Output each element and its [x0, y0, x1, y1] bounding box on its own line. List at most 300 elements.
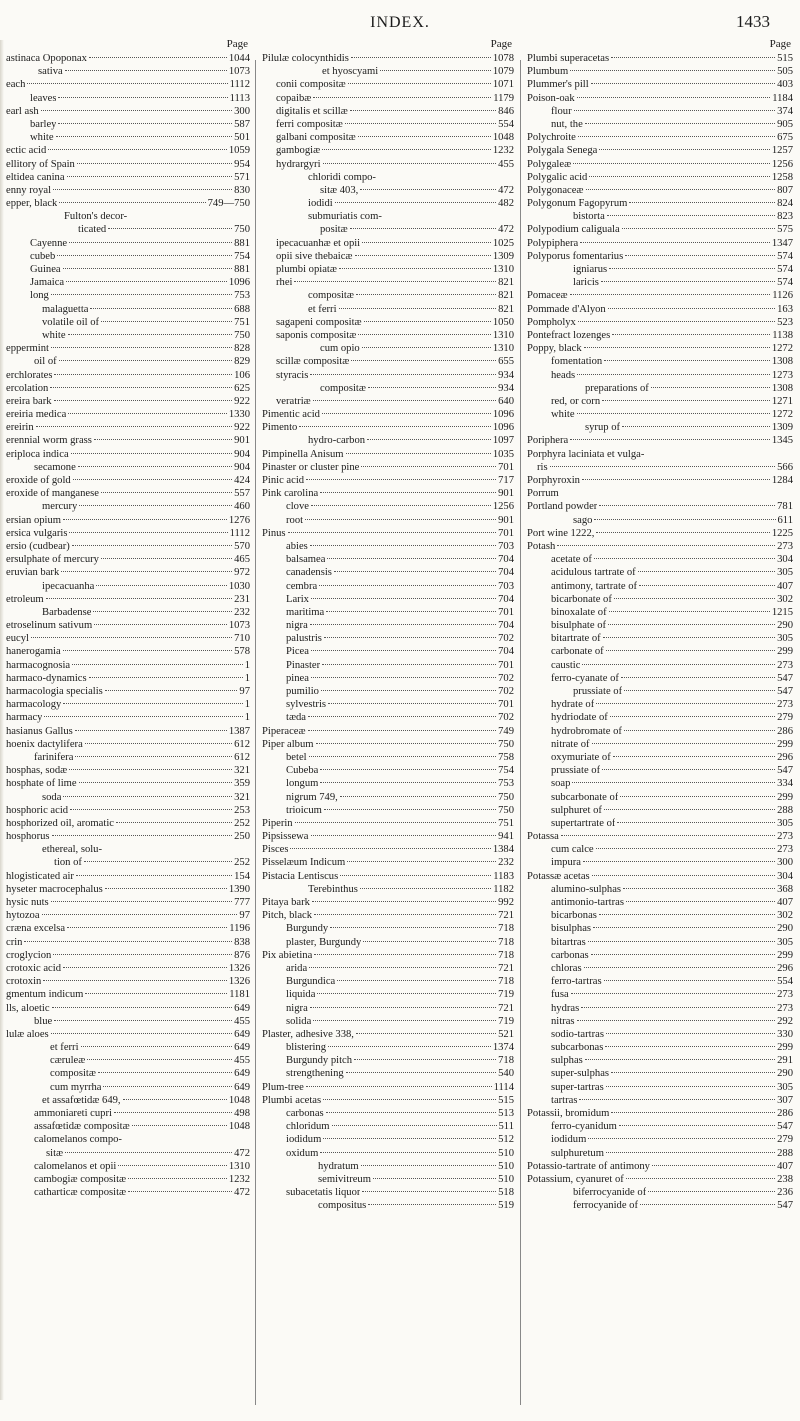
page-reference: 238 [777, 1173, 793, 1185]
index-entry [527, 843, 793, 856]
index-term: Pistacia Lentiscus [262, 870, 339, 882]
dot-leader [24, 941, 232, 942]
page-reference: 307 [777, 1094, 793, 1106]
index-column-2 [262, 38, 514, 1213]
index-term: sitæ 403, [320, 184, 359, 196]
page-reference: 1326 [228, 962, 250, 974]
index-entry [527, 527, 793, 540]
index-term: hosphorus [6, 831, 50, 843]
dot-leader [81, 1046, 233, 1047]
index-entry [262, 289, 514, 302]
page-reference: 758 [498, 751, 514, 763]
page-reference: 701 [498, 527, 514, 539]
index-entry [6, 791, 250, 804]
index-term: balsamea [286, 554, 326, 566]
dot-leader [63, 268, 233, 269]
index-term: Larix [286, 593, 309, 605]
page-reference: 231 [234, 593, 250, 605]
dot-leader [89, 57, 227, 58]
page-reference: 1073 [228, 620, 250, 632]
dot-leader [339, 268, 491, 269]
dot-leader [348, 83, 491, 84]
index-entry [527, 210, 793, 223]
index-term: cæruleæ [50, 1055, 86, 1067]
index-term: harmacologia specialis [6, 686, 103, 697]
index-entry [527, 197, 793, 210]
page-reference: 751 [498, 817, 514, 829]
index-entry [6, 725, 250, 738]
dot-leader [620, 796, 775, 797]
index-term: Plum-tree [262, 1081, 304, 1093]
index-entry [262, 672, 514, 685]
index-entry [6, 1173, 250, 1186]
index-term: hyseter macrocephalus [6, 883, 103, 895]
dot-leader [578, 136, 775, 137]
page-reference: 1276 [228, 514, 250, 526]
dot-leader [311, 835, 497, 836]
dot-leader [580, 242, 770, 243]
page-reference: 296 [777, 751, 793, 763]
index-column-3 [527, 38, 793, 1213]
dot-leader [52, 835, 233, 836]
index-entry [527, 883, 793, 896]
dot-leader [68, 334, 233, 335]
page-reference: 368 [777, 883, 793, 895]
page-reference: 374 [777, 105, 793, 117]
index-entry [527, 870, 793, 883]
page-reference: 1345 [771, 435, 793, 447]
dot-leader [350, 110, 496, 111]
page-reference: 922 [234, 395, 250, 407]
index-entry [6, 817, 250, 830]
index-entry [527, 566, 793, 579]
index-term: Polypodium caliguala [527, 224, 620, 236]
index-term: hasianus Gallus [6, 725, 73, 737]
index-term: antimonio-tartras [551, 897, 624, 908]
index-entry [6, 52, 250, 65]
index-entry [527, 131, 793, 144]
index-entry [262, 685, 514, 698]
index-entry [527, 408, 793, 421]
page-reference: 304 [777, 554, 793, 566]
index-entry [527, 830, 793, 843]
index-entry [262, 158, 514, 171]
index-term: laricis [573, 277, 599, 289]
page-reference: 611 [777, 514, 793, 526]
index-term: nitrate of [551, 738, 590, 750]
dot-leader [320, 769, 496, 770]
page-reference: 1256 [492, 501, 514, 513]
index-entry [527, 698, 793, 711]
index-term: bistorta [573, 211, 605, 223]
dot-leader [591, 954, 775, 955]
dot-leader [340, 875, 491, 876]
dot-leader [98, 1072, 232, 1073]
index-term: hanerogamia [6, 646, 61, 658]
dot-leader [310, 624, 496, 625]
index-term: sago [573, 514, 593, 526]
index-term: saponis compositæ [276, 329, 357, 341]
page-reference: 296 [777, 962, 793, 974]
page-reference: 1 [244, 712, 250, 724]
page-reference: 232 [234, 606, 250, 618]
page-reference: 321 [234, 791, 250, 803]
dot-leader [54, 1020, 232, 1021]
dot-leader [128, 1178, 227, 1179]
page-binding-shadow [0, 40, 4, 1400]
index-entry [262, 1067, 514, 1080]
index-term: cubeb [30, 250, 56, 262]
dot-leader [368, 1204, 496, 1205]
index-term: epper, black [6, 198, 58, 210]
dot-leader [73, 479, 232, 480]
index-term: Pompholyx [527, 316, 576, 328]
index-term: et ferri [308, 303, 337, 315]
index-entry [262, 65, 514, 78]
dot-leader [309, 967, 496, 968]
index-term: sulphuretum [551, 1147, 604, 1159]
index-term: ersulphate of mercury [6, 554, 99, 566]
index-entry [6, 395, 250, 408]
dot-leader [581, 1007, 775, 1008]
page-reference: 305 [777, 633, 793, 645]
dot-leader [594, 519, 775, 520]
page-reference: 279 [777, 1134, 793, 1146]
page-reference: 1050 [492, 316, 514, 328]
index-entry [262, 263, 514, 276]
dot-leader [305, 519, 496, 520]
dot-leader [609, 268, 775, 269]
index-entry [262, 791, 514, 804]
page-reference: 904 [234, 448, 250, 460]
page-reference: 300 [234, 105, 250, 117]
index-term: biferrocyanide of [573, 1187, 647, 1199]
index-term: Potassium, cyanuret of [527, 1173, 624, 1185]
dot-leader [63, 796, 232, 797]
index-entry [527, 487, 793, 500]
index-entry [262, 303, 514, 316]
dot-leader [571, 993, 775, 994]
page-number: 1433 [736, 12, 770, 31]
page-reference: 1112 [229, 527, 250, 539]
index-entry [527, 369, 793, 382]
index-entry [6, 1120, 250, 1133]
index-entry [6, 659, 250, 672]
page-reference: 1182 [493, 883, 514, 895]
page-reference: 290 [777, 923, 793, 935]
index-term: Potassæ acetas [527, 870, 590, 882]
dot-leader [570, 294, 771, 295]
index-term: Piperin [262, 817, 293, 829]
index-term: hydratum [318, 1160, 359, 1172]
dot-leader [603, 637, 775, 638]
index-entry [527, 158, 793, 171]
page-reference: 236 [777, 1187, 793, 1199]
page-header [0, 10, 800, 34]
index-term: ferro-cyanidum [551, 1121, 617, 1133]
page-reference: 749 [498, 725, 514, 737]
index-term: earl ash [6, 105, 39, 117]
page-reference: 753 [234, 290, 250, 302]
index-term: binoxalate of [551, 606, 607, 618]
dot-leader [585, 1059, 775, 1060]
page-reference: 554 [777, 976, 793, 988]
page-reference: 273 [777, 844, 793, 856]
index-entry [262, 830, 514, 843]
dot-leader [592, 875, 775, 876]
page-reference: 513 [498, 1108, 514, 1119]
index-entry [527, 791, 793, 804]
dot-leader [78, 466, 232, 467]
dot-leader [356, 294, 496, 295]
page-reference: 1347 [771, 237, 793, 249]
index-entry [6, 883, 250, 896]
index-entry [262, 659, 514, 672]
index-term: bitartras [551, 936, 586, 948]
dot-leader [585, 123, 775, 124]
index-term: barley [30, 118, 57, 130]
index-term: preparations of [585, 382, 649, 394]
dot-leader [601, 281, 775, 282]
index-entry [262, 949, 514, 962]
index-entry [527, 1160, 793, 1173]
page-reference: 710 [234, 633, 250, 645]
page-reference: 455 [234, 1055, 250, 1067]
page-reference: 750 [234, 329, 250, 341]
page-reference: 718 [498, 949, 514, 961]
index-term: Poison-oak [527, 92, 575, 104]
page-reference: 881 [234, 264, 250, 275]
index-term: Plaster, adhesive 338, [262, 1028, 354, 1040]
dot-leader [290, 848, 490, 849]
dot-leader [288, 532, 497, 533]
dot-leader [90, 308, 232, 309]
index-term: calomelanos compo- [34, 1134, 122, 1146]
dot-leader [648, 1191, 775, 1192]
index-entry [262, 936, 514, 949]
index-term: Pinus [262, 527, 286, 539]
dot-leader [319, 585, 496, 586]
dot-leader [48, 149, 227, 150]
index-entry [6, 540, 250, 553]
index-entry [262, 329, 514, 342]
index-term: white [30, 132, 54, 144]
index-entry [527, 619, 793, 632]
index-entry [527, 514, 793, 527]
index-entry [262, 131, 514, 144]
index-term: leaves [30, 92, 57, 104]
index-entry [6, 118, 250, 131]
index-term: Pinaster [286, 659, 321, 671]
index-entry [6, 1186, 250, 1199]
index-term: cum calce [551, 844, 594, 856]
index-term: Polygaleæ [527, 158, 572, 170]
index-term: acidulous tartrate of [551, 567, 636, 579]
column-divider [520, 60, 521, 1405]
index-term: prussiate of [551, 765, 601, 777]
page-reference: 1271 [771, 395, 793, 407]
index-entry [262, 777, 514, 790]
index-entry [262, 619, 514, 632]
index-entry [6, 342, 250, 355]
page-reference: 702 [498, 686, 514, 697]
index-term: Pinaster or cluster pine [262, 461, 360, 473]
index-term: longum [286, 778, 319, 790]
index-term: sagapeni compositæ [276, 316, 362, 328]
index-entry [262, 1147, 514, 1160]
dot-leader [313, 400, 496, 401]
dot-leader [360, 888, 491, 889]
dot-leader [67, 927, 227, 928]
index-entry [527, 448, 793, 461]
index-term: oil of [34, 356, 57, 368]
index-term: ferro-tartras [551, 976, 602, 988]
running-title: INDEX. [370, 14, 430, 31]
page-reference: 941 [498, 831, 514, 843]
index-entry [6, 751, 250, 764]
index-entry [527, 92, 793, 105]
page-reference: 575 [777, 224, 793, 236]
dot-leader [332, 1125, 497, 1126]
dot-leader [132, 1125, 227, 1126]
index-entry [6, 487, 250, 500]
page-reference: 1096 [492, 409, 514, 421]
index-term: bisulphate of [551, 620, 607, 632]
dot-leader [617, 822, 775, 823]
index-entry [527, 276, 793, 289]
page-reference: 718 [498, 936, 514, 948]
page-reference: 934 [498, 369, 514, 381]
index-term: solida [286, 1015, 312, 1027]
dot-leader [310, 545, 496, 546]
page-reference: 702 [498, 672, 514, 684]
index-entry [262, 962, 514, 975]
index-term: subacetatis liquor [286, 1187, 361, 1199]
page-reference: 823 [777, 211, 793, 223]
index-entry [6, 1041, 250, 1054]
index-term: astinaca Opoponax [6, 53, 87, 64]
page-reference: 1257 [771, 145, 793, 157]
index-term: ferrocyanide of [573, 1200, 638, 1212]
index-entry [527, 171, 793, 184]
page-reference: 830 [234, 184, 250, 196]
index-term: compositæ [50, 1068, 96, 1080]
index-entry [6, 830, 250, 843]
index-entry [262, 527, 514, 540]
dot-leader [51, 1033, 232, 1034]
index-entry [262, 1094, 514, 1107]
dot-leader [105, 888, 227, 889]
index-entry [6, 1107, 250, 1120]
index-entry [527, 593, 793, 606]
index-term: Pomaceæ [527, 290, 568, 302]
page-reference: 566 [777, 461, 793, 473]
index-term: hytozoa [6, 910, 40, 922]
dot-leader [582, 664, 775, 665]
page-reference: 1096 [228, 277, 250, 289]
index-entry [262, 197, 514, 210]
index-entry [6, 1081, 250, 1094]
index-entry [262, 711, 514, 724]
dot-leader [323, 1138, 496, 1139]
page-reference: 688 [234, 303, 250, 315]
index-term: nut, the [551, 118, 583, 130]
index-entry [6, 316, 250, 329]
page-reference: 250 [234, 831, 250, 843]
index-entry [527, 1028, 793, 1041]
index-entry [6, 632, 250, 645]
index-term: bisulphas [551, 923, 592, 935]
index-entry [6, 672, 250, 685]
page-reference: 703 [498, 540, 514, 552]
index-term: trioicum [286, 804, 322, 816]
dot-leader [570, 439, 770, 440]
dot-leader [596, 703, 775, 704]
dot-leader [570, 70, 775, 71]
index-entry [527, 78, 793, 91]
index-term: ersian opium [6, 514, 62, 526]
index-entry [262, 1199, 514, 1212]
page-reference: 273 [777, 1002, 793, 1014]
page-reference: 829 [234, 356, 250, 368]
page-reference: 472 [234, 1147, 250, 1159]
index-term: tæda [286, 712, 307, 724]
index-entry [6, 711, 250, 724]
index-entry [262, 870, 514, 883]
index-term: sativa [38, 66, 63, 78]
index-entry [6, 843, 250, 856]
dot-leader [351, 57, 491, 58]
dot-leader [295, 822, 497, 823]
index-term: Cubeba [286, 765, 319, 777]
dot-leader [611, 1072, 775, 1073]
page-reference: 934 [498, 382, 514, 394]
page-reference: 1308 [771, 356, 793, 368]
page-reference: 1048 [228, 1121, 250, 1133]
index-term: sulphas [551, 1055, 583, 1067]
page-reference: 1308 [771, 382, 793, 394]
dot-leader [363, 941, 496, 942]
index-entry [262, 922, 514, 935]
dot-leader [362, 347, 491, 348]
index-entry [527, 382, 793, 395]
dot-leader [309, 756, 497, 757]
index-entry [262, 382, 514, 395]
index-entry [262, 78, 514, 91]
index-term: opii sive thebaicæ [276, 250, 353, 262]
index-entry [6, 1147, 250, 1160]
page-reference: 954 [234, 158, 250, 170]
dot-leader [77, 163, 232, 164]
index-term: Terebinthus [308, 883, 358, 895]
index-term: Port wine 1222, [527, 527, 595, 539]
index-entry [6, 78, 250, 91]
page-reference: 821 [498, 277, 514, 289]
index-entry [527, 144, 793, 157]
dot-leader [604, 980, 776, 981]
index-term: blistering [286, 1042, 327, 1054]
index-term: plaster, Burgundy [286, 936, 362, 948]
dot-leader [323, 1099, 496, 1100]
index-term: hosphoric acid [6, 804, 69, 816]
dot-leader [103, 1086, 232, 1087]
dot-leader [593, 927, 775, 928]
page-reference: 1387 [228, 725, 250, 737]
dot-leader [583, 861, 775, 862]
page-reference: 305 [777, 936, 793, 948]
index-term: submuriatis com- [308, 211, 382, 223]
index-term: assafœtidæ compositæ [34, 1121, 130, 1133]
